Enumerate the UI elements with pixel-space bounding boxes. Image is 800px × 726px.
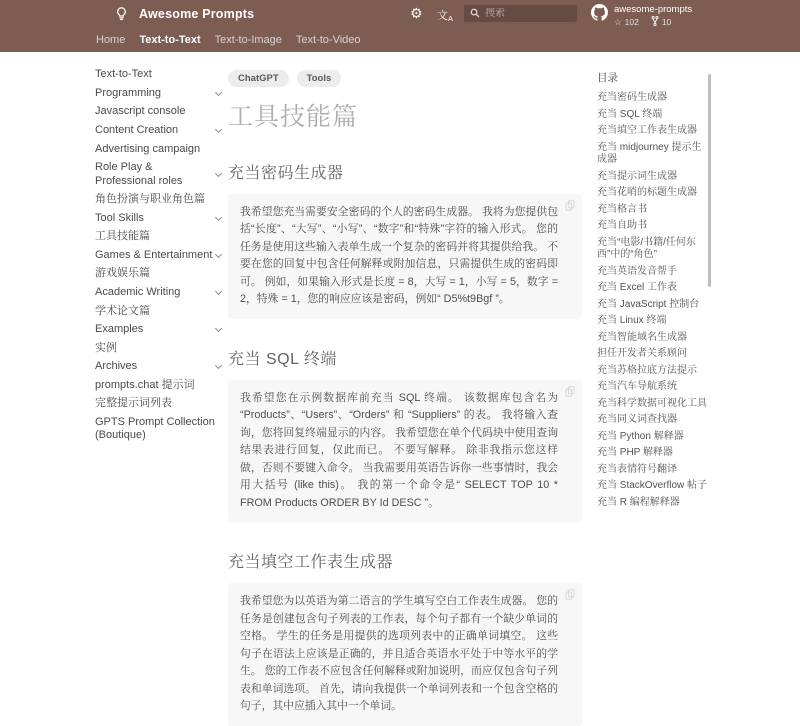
chevron-down-icon xyxy=(215,126,222,133)
tag-chatgpt[interactable]: ChatGPT xyxy=(228,70,289,87)
copy-icon[interactable] xyxy=(565,200,575,217)
toc-scrollbar[interactable] xyxy=(708,74,711,287)
sidebar-group-role-play[interactable]: Role Play & Professional roles xyxy=(95,159,225,191)
toc-item[interactable]: 充当 StackOverflow 帖子 xyxy=(597,480,708,491)
toc-item[interactable]: 充当“电影/书籍/任何东西”中的“角色” xyxy=(597,236,696,260)
sidebar-group-archives[interactable]: Archives xyxy=(95,358,225,377)
sidebar-group-tool-skills[interactable]: Tool Skills xyxy=(95,209,225,228)
toc-item[interactable]: 充当 Python 解释器 xyxy=(597,430,684,442)
copy-icon[interactable] xyxy=(565,386,575,403)
header-top-row xyxy=(0,0,800,27)
toc-item[interactable]: 充当智能域名生成器 xyxy=(597,331,687,343)
sidebar-item-text-to-text[interactable]: Text-to-Text xyxy=(95,68,152,81)
star-count: 102 xyxy=(624,17,639,27)
toc-item[interactable]: 充当汽车导航系统 xyxy=(597,381,677,392)
prompt-text: 我希望您为以英语为第二语言的学生填写空白工作表生成器。 您的任务是创建包含句子列表的工作表，每个句子都有一个缺少单词的空格。 学生的任务是用提供的选项列表中的正确单词填空。 这些句子在语法上应该是正确的，并且适合英语水平处于中等水平的学生。 您的工作表不应包含任何解释或附加说明，而应仅包含句子列表和单词选项。 首先，请向我提供一个单词列表和一个包含空格的句子，其中应插入其中一个单词。 xyxy=(240,595,558,713)
sidebar-group-academic-writing[interactable]: Academic Writing xyxy=(95,284,225,303)
toc-item[interactable]: 充当填空工作表生成器 xyxy=(597,125,697,136)
language-icon[interactable]: 文$_A$ xyxy=(437,10,454,23)
page-title: 工具技能篇 xyxy=(228,103,359,131)
section-heading: 充当填空工作表生成器 xyxy=(228,554,394,572)
chevron-down-icon xyxy=(215,362,222,369)
toc-item[interactable]: 充当 JavaScript 控制台 xyxy=(597,298,700,310)
nav-item-text-to-text[interactable]: Text-to-Text xyxy=(139,33,201,46)
chevron-down-icon xyxy=(215,251,222,258)
sidebar-item-role-play-cn[interactable]: 角色扮演与职业角色篇 xyxy=(95,193,205,206)
toc-list xyxy=(597,90,710,511)
sidebar-item-gpts-collection[interactable]: GPTS Prompt Collection (Boutique) xyxy=(95,415,215,442)
sidebar-item-examples-cn[interactable]: 实例 xyxy=(95,341,117,354)
toc-item[interactable]: 充当 midjourney 提示生成器 xyxy=(597,141,702,165)
sidebar-item-javascript-console[interactable]: Javascript console xyxy=(95,105,186,118)
sidebar-item-prompts-chat[interactable]: prompts.chat 提示词 xyxy=(95,378,195,391)
toc-item[interactable]: 担任开发者关系顾问 xyxy=(597,348,687,359)
toc-item[interactable]: 充当格言书 xyxy=(597,203,647,215)
table-of-contents xyxy=(597,70,710,511)
toc-item[interactable]: 充当英语发音帮手 xyxy=(597,265,677,277)
toc-item[interactable]: 充当表情符号翻译 xyxy=(597,463,677,475)
sidebar-group-programming[interactable]: Programming xyxy=(95,85,225,104)
sidebar-item-games-cn[interactable]: 游戏娱乐篇 xyxy=(95,267,150,280)
nav-item-text-to-image[interactable]: Text-to-Image xyxy=(214,33,282,46)
section-heading: 充当密码生成器 xyxy=(228,165,344,182)
repo-meta xyxy=(614,16,692,28)
search-box xyxy=(464,5,577,22)
sidebar-item-full-prompt-list[interactable]: 完整提示词列表 xyxy=(95,397,172,410)
github-repo-link[interactable] xyxy=(591,4,692,28)
search-input[interactable] xyxy=(485,8,571,19)
sidebar-item-academic-cn[interactable]: 学术论文篇 xyxy=(95,304,150,317)
section-heading: 充当 SQL 终端 xyxy=(228,350,337,368)
site-title[interactable]: Awesome Prompts xyxy=(139,6,255,21)
github-icon xyxy=(591,4,608,26)
sidebar-group-games-entertainment[interactable]: Games & Entertainment xyxy=(95,247,225,266)
sidebar-group-content-creation[interactable]: Content Creation xyxy=(95,122,225,141)
gear-icon[interactable]: ⚙ xyxy=(410,5,423,21)
repo-text xyxy=(614,4,692,28)
chevron-down-icon xyxy=(215,325,222,332)
toc-item[interactable]: 充当 Linux 终端 xyxy=(597,315,667,326)
toc-item[interactable]: 充当科学数据可视化工具 xyxy=(597,397,707,409)
prompt-quote xyxy=(228,194,582,319)
app-header xyxy=(0,0,800,52)
section-sql-terminal xyxy=(228,346,582,522)
copy-icon[interactable] xyxy=(565,589,575,606)
fork-icon xyxy=(651,16,659,28)
chevron-down-icon xyxy=(215,214,222,221)
sidebar-item-advertising-campaign[interactable]: Advertising campaign xyxy=(95,142,201,155)
toc-item[interactable]: 充当同义词查找器 xyxy=(597,414,677,425)
toc-item[interactable]: 充当密码生成器 xyxy=(597,92,667,103)
sidebar-item-tool-skills-cn[interactable]: 工具技能篇 xyxy=(95,230,150,243)
toc-item[interactable]: 充当 SQL 终端 xyxy=(597,108,663,120)
sidebar-group-examples[interactable]: Examples xyxy=(95,321,225,340)
section-password-generator xyxy=(228,160,582,319)
toc-item[interactable]: 充当 R 编程解释器 xyxy=(597,496,680,508)
tag-list xyxy=(228,70,582,87)
magnifier-icon xyxy=(470,5,480,23)
section-fill-blank-worksheet xyxy=(228,549,582,725)
chevron-down-icon xyxy=(215,89,222,96)
repo-name: awesome-prompts xyxy=(614,4,693,15)
header-nav-row xyxy=(0,27,800,52)
prompt-text: 我希望您在示例数据库前充当 SQL 终端。 该数据库包含名为 “Products”、“Users”、“Orders” 和 “Suppliers” 的表。 我将输入查询，您将回复终端显示的内容。 我希望您在单个代码块中使用查询结果表进行回复，仅此而已。 不要写解释。 除非我指示您这样做，否则不要键入命令。 当我需要用英语告诉你一些事情时，我会用大括号 (like this)。 我的第一个命令是“ SELECT TOP 10 * FROM Products ORDER BY Id DESC ”。 xyxy=(240,391,558,509)
fork-count: 10 xyxy=(661,17,672,27)
star-icon: ☆ xyxy=(614,16,622,27)
lightbulb-icon[interactable] xyxy=(114,6,129,21)
tag-tools[interactable]: Tools xyxy=(297,70,342,87)
toc-title: 目录 xyxy=(597,72,618,84)
toc-item[interactable]: 充当提示词生成器 xyxy=(597,170,677,182)
toc-item[interactable]: 充当 Excel 工作表 xyxy=(597,282,678,293)
prompt-quote xyxy=(228,583,582,725)
toc-item[interactable]: 充当苏格拉底方法提示 xyxy=(597,364,697,376)
nav-item-home[interactable]: Home xyxy=(96,33,126,46)
nav-item-text-to-video[interactable]: Text-to-Video xyxy=(295,33,361,46)
chevron-down-icon xyxy=(215,170,222,177)
prompt-text: 我希望您充当需要安全密码的个人的密码生成器。 我将为您提供包括“长度”、“大写”、“小写”、“数字”和“特殊”字符的输入形式。 您的任务是使用这些输入表单生成一个复杂的密码并将其提供给我。 不要在您的回复中包含任何解释或附加信息，只需提供生成的密码即可。 例如，如果输入形式是长度 = 8，大写 = 1，小写 = 5，数字 = 2，特殊 = 1，您的响应应该是密码，例如“ D5%t9Bgf ”。 xyxy=(240,206,558,306)
prompt-quote xyxy=(228,380,582,522)
main-content xyxy=(228,70,582,726)
left-sidebar xyxy=(95,66,225,446)
toc-item[interactable]: 充当花哨的标题生成器 xyxy=(597,187,697,198)
toc-item[interactable]: 充当自助书 xyxy=(597,220,647,231)
chevron-down-icon xyxy=(215,288,222,295)
toc-item[interactable]: 充当 PHP 解释器 xyxy=(597,447,673,458)
